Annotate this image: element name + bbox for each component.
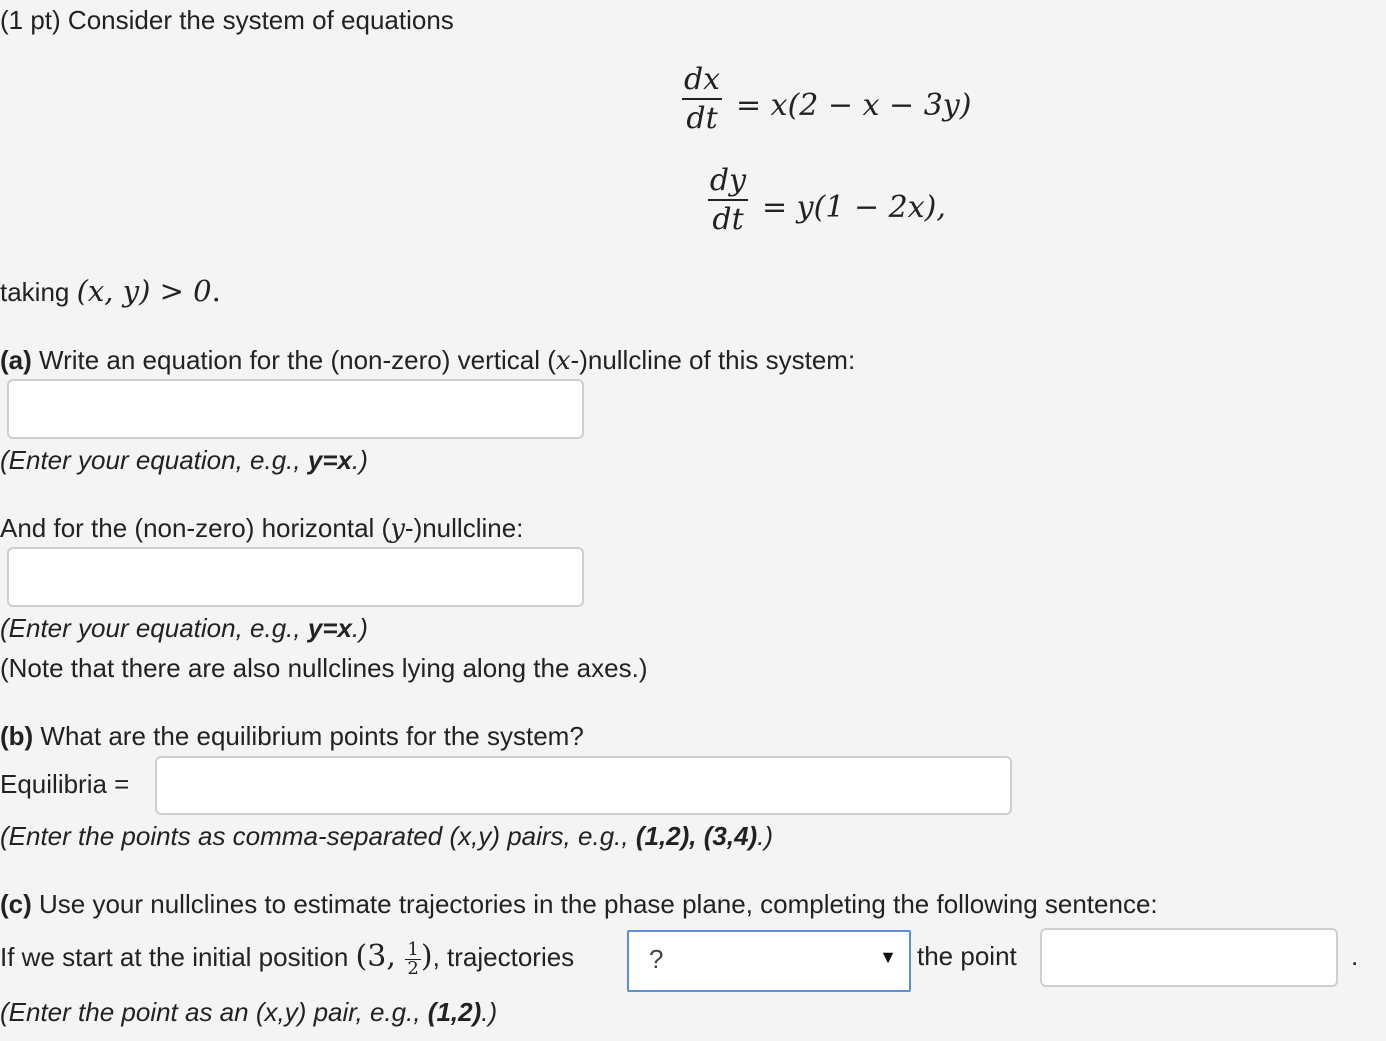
equilibria-label: Equilibria =	[0, 769, 130, 799]
points-label: (1 pt)	[0, 5, 61, 35]
initial-point-y-den: 2	[407, 958, 419, 979]
problem-intro	[0, 5, 454, 35]
initial-point-y-num: 1	[407, 939, 419, 960]
taking-text: taking	[0, 277, 77, 307]
horiz-var: y	[390, 514, 405, 544]
intro-text: Consider the system of equations	[67, 5, 454, 35]
part-a-text: Write an equation for the (non-zero) vertical (	[31, 345, 556, 375]
equilibria-input[interactable]	[155, 756, 1012, 815]
part-b-label: (b)	[0, 721, 34, 751]
part-b-hint-end: .)	[757, 821, 774, 851]
part-a-hint-2	[0, 613, 368, 643]
sentence-period: .	[1351, 941, 1359, 971]
part-a-var: x	[555, 346, 571, 376]
part-a-label: (a)	[0, 345, 32, 375]
eq1-fraction	[682, 62, 722, 138]
part-a-text-end: -)nullcline of this system:	[570, 345, 856, 375]
trajectory-direction-select[interactable]	[627, 930, 911, 992]
horiz-text: And for the (non-zero) horizontal (	[0, 513, 391, 543]
initial-point-x: 3	[367, 939, 387, 974]
part-c-hint-end: .)	[481, 997, 498, 1027]
part-a-hint2-example: y=x	[307, 613, 352, 643]
horizontal-nullcline-question	[0, 513, 523, 544]
taking-period: .	[211, 274, 221, 308]
part-a-hint-text: (Enter your equation, e.g.,	[0, 445, 308, 475]
dropdown-arrow-icon: ▼	[879, 947, 897, 967]
part-b-hint	[0, 821, 773, 851]
part-c-question	[0, 889, 1158, 919]
horiz-text-end: -)nullcline:	[404, 513, 524, 543]
part-c-label: (c)	[0, 889, 32, 919]
eq1-denominator: dt	[686, 101, 718, 136]
eq1-numerator: dx	[683, 62, 721, 97]
taking-math: (x, y) > 0	[76, 274, 212, 308]
eq2-numerator: dy	[709, 163, 747, 198]
part-c-sentence	[0, 941, 574, 978]
part-b-hint-example: (1,2), (3,4)	[635, 821, 758, 851]
vertical-nullcline-input[interactable]	[7, 379, 584, 439]
part-a-hint	[0, 445, 368, 475]
part-b-text: What are the equilibrium points for the system?	[33, 721, 584, 751]
part-a-question	[0, 345, 855, 376]
select-value: ?	[649, 944, 664, 974]
part-a-hint2-end: .)	[351, 613, 368, 643]
eq2-denominator: dt	[712, 202, 744, 237]
sentence-start: If we start at the initial position	[0, 942, 356, 972]
domain-condition	[0, 276, 221, 307]
target-point-input[interactable]	[1040, 928, 1338, 987]
part-c-hint-text: (Enter the point as an (x,y) pair, e.g.,	[0, 997, 428, 1027]
part-b-hint-text: (Enter the points as comma-separated (x,y) pairs, e.g.,	[0, 821, 636, 851]
eq2-rhs: = y(1 − 2x),	[762, 190, 946, 225]
part-c-hint-example: (1,2)	[427, 997, 482, 1027]
initial-point: (3, $\frac{1}{2}$ )	[355, 939, 433, 979]
part-a-hint-end: .)	[351, 445, 368, 475]
sentence-mid: , trajectories	[432, 942, 575, 972]
part-a-hint-example: y=x	[307, 445, 352, 475]
horizontal-nullcline-input[interactable]	[7, 547, 584, 607]
part-c-hint	[0, 997, 497, 1027]
part-b-question	[0, 721, 584, 751]
the-point-text: the point	[917, 941, 1017, 971]
initial-point-y-fraction	[405, 941, 420, 978]
eq2-fraction	[708, 163, 748, 239]
axes-note: (Note that there are also nullclines lying along the axes.)	[0, 653, 648, 683]
part-a-hint2-text: (Enter your equation, e.g.,	[0, 613, 308, 643]
eq1-rhs: = x(2 − x − 3y)	[736, 88, 972, 123]
part-c-text: Use your nullclines to estimate trajectories in the phase plane, completing the following sentence:	[31, 889, 1158, 919]
